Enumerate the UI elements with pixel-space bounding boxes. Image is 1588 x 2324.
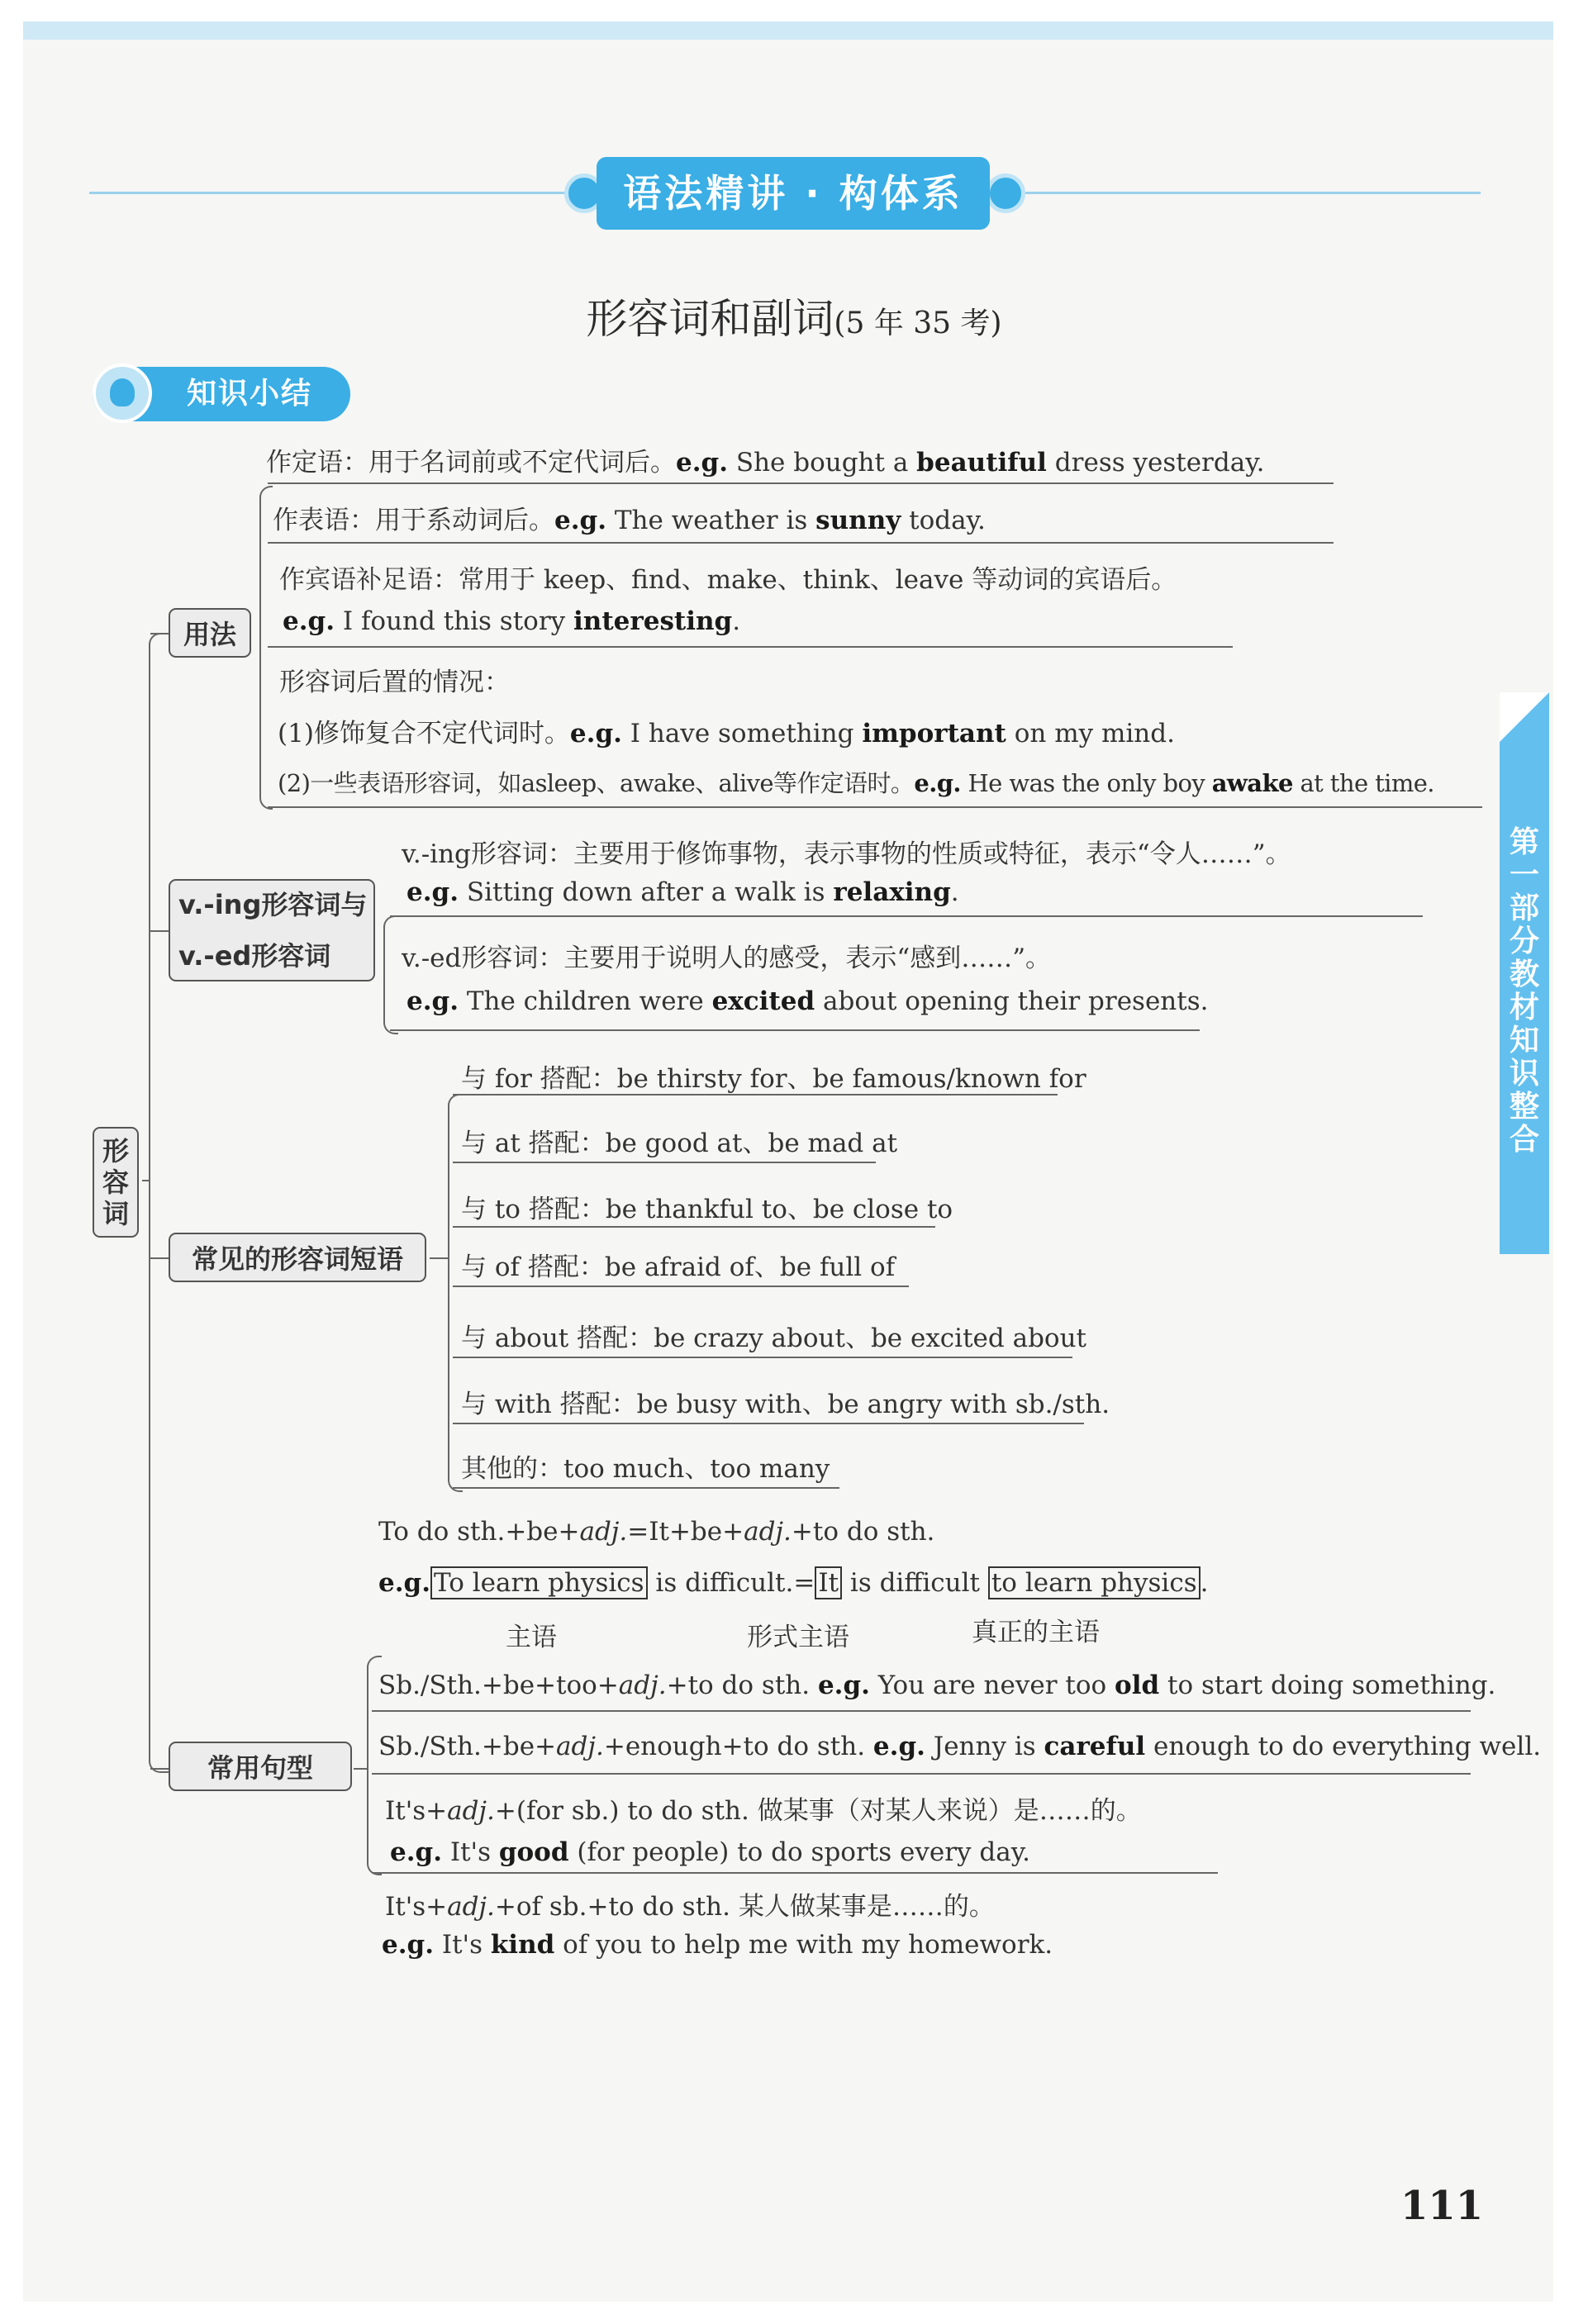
usage-r3-bold: interesting bbox=[573, 606, 733, 636]
phrase-rule-6 bbox=[453, 1423, 1084, 1424]
s2-rule bbox=[372, 1710, 1471, 1712]
s1-end: . bbox=[1200, 1568, 1209, 1598]
s1-real-subject-box: to learn physics bbox=[988, 1566, 1201, 1599]
s4-rule bbox=[372, 1872, 1218, 1874]
s4-eg: e.g. bbox=[390, 1837, 442, 1867]
phrase-item-at: 与 at 搭配：be good at、be mad at bbox=[461, 1129, 898, 1158]
s1-eg: e.g. bbox=[378, 1568, 430, 1598]
root-node bbox=[93, 1127, 139, 1238]
ed-rule bbox=[390, 1029, 1200, 1031]
phrases-link bbox=[150, 1257, 169, 1259]
ing-ed-link bbox=[150, 930, 169, 932]
ed-line1: v.-ed形容词：主要用于说明人的感受，表示“感到……”。 bbox=[402, 943, 1052, 973]
usage-r2-eg: e.g. bbox=[554, 506, 606, 535]
phrase-item-of: 与 of 搭配：be afraid of、be full of bbox=[461, 1252, 896, 1282]
usage-r4-l2a: (1)修饰复合不定代词时。 bbox=[278, 719, 570, 749]
usage-r4-l3c: at the time. bbox=[1292, 769, 1434, 797]
phrase-rule-4 bbox=[453, 1286, 909, 1287]
ing-line1: v.-ing形容词：主要用于修饰事物，表示事物的性质或特征，表示“令人……”。 bbox=[402, 839, 1291, 869]
phrase-rule-5 bbox=[453, 1357, 1072, 1358]
usage-row-predicative bbox=[273, 499, 986, 536]
ing-rule bbox=[390, 915, 1423, 917]
usage-r4-l3a: (2)一些表语形容词，如asleep、awake、alive等作定语时。 bbox=[278, 769, 915, 797]
phrase-item-other: 其他的：too much、too many bbox=[461, 1454, 830, 1484]
s3-c: enough to do everything well. bbox=[1145, 1732, 1542, 1761]
ing-ed-label-2: v.-ed形容词 bbox=[178, 940, 331, 972]
s2-c: to start doing something. bbox=[1159, 1671, 1496, 1700]
root-node-label: 形容词 bbox=[102, 1135, 129, 1229]
s1-label-real-subject: 真正的主语 bbox=[972, 1618, 1100, 1647]
sentence-row-too: Sb./Sth.+be+too+adj.+to do sth. e.g. You are never too old to start doing something. bbox=[378, 1671, 1496, 1700]
ing-eg: e.g. bbox=[407, 877, 459, 907]
phrases-node-link bbox=[430, 1257, 448, 1259]
s1-mid2: is difficult bbox=[842, 1568, 988, 1598]
phrase-rule-7 bbox=[453, 1487, 839, 1489]
sentence-formula-1: To do sth.+be+adj.=It+be+adj.+to do sth. bbox=[378, 1517, 935, 1547]
side-tab-notch bbox=[1500, 692, 1549, 742]
ed-b: The children were bbox=[458, 986, 712, 1016]
usage-r1-rule bbox=[268, 482, 1334, 484]
sentence-example-1 bbox=[378, 1568, 1208, 1598]
usage-r3-c: . bbox=[732, 606, 741, 636]
phrase-rule-2 bbox=[453, 1162, 876, 1163]
ed-bold: excited bbox=[711, 986, 815, 1016]
ed-c: about opening their presents. bbox=[815, 986, 1209, 1016]
usage-bracket bbox=[259, 486, 273, 810]
s3-bold: careful bbox=[1044, 1732, 1146, 1761]
s5-c: of you to help me with my homework. bbox=[554, 1930, 1053, 1960]
usage-r2-text: 作表语：用于系动词后。 bbox=[273, 506, 554, 535]
ing-bold: relaxing bbox=[833, 877, 951, 907]
usage-r4-l2bold: important bbox=[862, 719, 1006, 749]
usage-r2-c: today. bbox=[901, 506, 986, 535]
usage-r3-line1: 作宾语补足语：常用于 keep、find、make、think、leave 等动词的宾语后。 bbox=[279, 565, 1177, 595]
s2-bold: old bbox=[1115, 1671, 1160, 1700]
ing-ed-node bbox=[169, 879, 375, 981]
s1-subject-box: To learn physics bbox=[430, 1566, 648, 1599]
usage-r4-l2b: I have something bbox=[621, 719, 863, 749]
usage-r4-line1: 形容词后置的情况： bbox=[279, 668, 510, 697]
header-rule-left bbox=[89, 192, 577, 194]
ing-ed-bracket bbox=[383, 915, 398, 1034]
trunk-connector bbox=[149, 633, 170, 1773]
s1-formal-subject-box: It bbox=[815, 1566, 842, 1599]
sentences-node-label: 常用句型 bbox=[207, 1752, 313, 1784]
s3-rule bbox=[372, 1773, 1471, 1775]
s4-c: (for people) to do sports every day. bbox=[568, 1837, 1030, 1867]
s2-eg: e.g. bbox=[817, 1671, 870, 1700]
s5-b: It's bbox=[433, 1930, 491, 1960]
page-title bbox=[0, 286, 1588, 345]
phrases-node bbox=[169, 1233, 426, 1282]
usage-r2-bold: sunny bbox=[815, 506, 901, 535]
phrase-item-about: 与 about 搭配：be crazy about、be excited about bbox=[461, 1324, 1087, 1353]
sentence-row-enough: Sb./Sth.+be+adj.+enough+to do sth. e.g. Jenny is careful enough to do everything well. bbox=[378, 1732, 1542, 1761]
usage-node bbox=[169, 608, 251, 658]
s1-label-formal-subject: 形式主语 bbox=[747, 1623, 849, 1652]
sentence-example-of bbox=[382, 1930, 1053, 1960]
sentences-node-link bbox=[354, 1768, 367, 1770]
phrase-rule-1 bbox=[453, 1094, 1058, 1095]
ing-example bbox=[407, 877, 959, 907]
s4-bold: good bbox=[498, 1837, 569, 1867]
usage-r4-l2eg: e.g. bbox=[569, 719, 622, 749]
header-rule-right bbox=[1010, 192, 1481, 194]
usage-r4-line2 bbox=[278, 712, 1175, 749]
usage-r4-l3b: He was the only boy bbox=[960, 769, 1212, 797]
usage-r2-b: The weather is bbox=[606, 506, 816, 535]
usage-r2-rule bbox=[268, 542, 1334, 544]
ing-c: . bbox=[950, 877, 959, 907]
s2-b: You are never too bbox=[869, 1671, 1115, 1700]
usage-r3-example bbox=[283, 606, 740, 636]
phrase-item-with: 与 with 搭配：be busy with、be angry with sb./sth. bbox=[461, 1390, 1110, 1419]
summary-badge-label: 知识小结 bbox=[187, 377, 313, 411]
usage-r1-b: She bought a bbox=[727, 448, 917, 478]
usage-r3-rule bbox=[268, 646, 1233, 648]
side-tab-label: 第一部分 教材知识整合 bbox=[1509, 825, 1539, 1157]
s3-b: Jenny is bbox=[925, 1732, 1044, 1761]
s4-b: It's bbox=[441, 1837, 499, 1867]
phrase-item-for: 与 for 搭配：be thirsty for、be famous/known for bbox=[461, 1064, 1086, 1094]
phrase-item-to: 与 to 搭配：be thankful to、be close to bbox=[461, 1195, 953, 1224]
phrase-rule-3 bbox=[453, 1226, 935, 1228]
usage-link bbox=[150, 633, 169, 634]
sentence-example-for bbox=[390, 1837, 1030, 1867]
s3-eg: e.g. bbox=[872, 1732, 925, 1761]
usage-node-label: 用法 bbox=[183, 619, 236, 650]
ed-eg: e.g. bbox=[407, 986, 459, 1016]
usage-row-attributive bbox=[266, 441, 1264, 478]
usage-r4-l2c: on my mind. bbox=[1006, 719, 1175, 749]
s5-eg: e.g. bbox=[382, 1930, 434, 1960]
s1-mid: is difficult.= bbox=[647, 1568, 815, 1598]
usage-r3-eg: e.g. bbox=[283, 606, 335, 636]
ed-example bbox=[407, 986, 1208, 1016]
usage-r1-eg: e.g. bbox=[676, 448, 728, 478]
ing-b: Sitting down after a walk is bbox=[458, 877, 834, 907]
sentence-row-of: It's+adj.+of sb.+to do sth. 某人做某事是……的。 bbox=[385, 1892, 995, 1922]
header-dot-right bbox=[986, 173, 1025, 213]
sentences-link bbox=[150, 1768, 169, 1770]
root-link bbox=[142, 1180, 150, 1181]
usage-r4-l3bold: awake bbox=[1211, 769, 1293, 797]
usage-r1-text: 作定语：用于名词前或不定代词后。 bbox=[266, 448, 676, 478]
sentence-row-for: It's+adj.+(for sb.) to do sth. 做某事（对某人来说）是……的。 bbox=[385, 1796, 1142, 1826]
page-number: 111 bbox=[1400, 2183, 1484, 2229]
usage-r4-rule bbox=[268, 806, 1482, 808]
s5-bold: kind bbox=[490, 1930, 555, 1960]
usage-r4-l3eg: e.g. bbox=[914, 769, 961, 797]
usage-r3-b: I found this story bbox=[334, 606, 574, 636]
phrases-node-label: 常见的形容词短语 bbox=[191, 1243, 403, 1275]
page-title-main: 形容词和副词 bbox=[586, 295, 834, 343]
top-stripe bbox=[23, 21, 1553, 40]
usage-r1-bold: beautiful bbox=[916, 448, 1047, 478]
ing-ed-label-1: v.-ing形容词与 bbox=[178, 889, 368, 920]
page-title-subtitle: (5 年 35 考) bbox=[834, 307, 1002, 340]
usage-r1-c: dress yesterday. bbox=[1046, 448, 1265, 478]
sentences-node bbox=[169, 1742, 352, 1791]
header-banner-text: 语法精讲 · 构体系 bbox=[623, 171, 963, 216]
s1-label-subject: 主语 bbox=[506, 1623, 557, 1652]
summary-icon bbox=[93, 364, 152, 423]
usage-r4-line3 bbox=[278, 765, 1434, 799]
